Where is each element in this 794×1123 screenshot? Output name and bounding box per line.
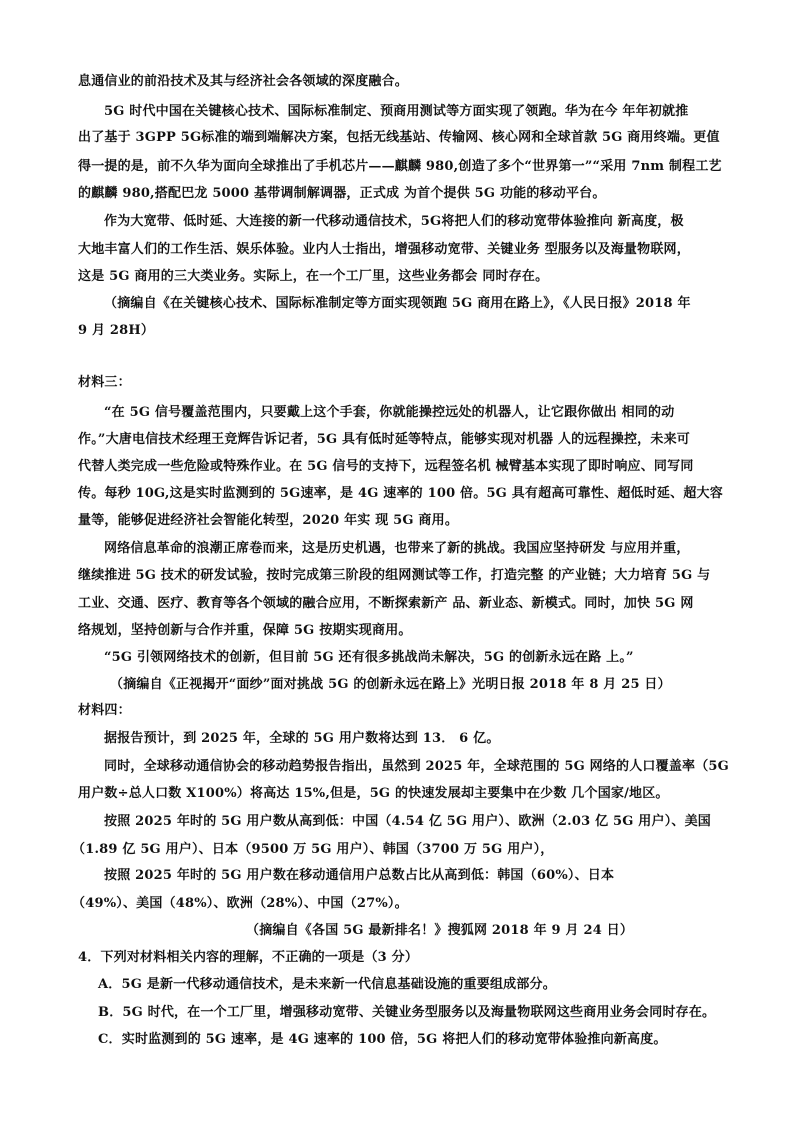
paragraph-line: 5G 时代中国在关键核心技术、国际标准制定、预商用测试等方面实现了领跑。华为在今 年年初就推 — [104, 104, 689, 119]
paragraph-line: 用户数÷总人口数 X100%）将高达 15%,但是，5G 的快速发展却主要集中在少数 几个国家/地区。 — [78, 786, 669, 801]
paragraph-line: 出了基于 3GPP 5G标准的端到端解决方案，包括无线基站、传输网、核心网和全球首款 5G 商用终端。更值 — [78, 130, 720, 145]
source-citation: 9 月 28H） — [78, 323, 155, 338]
paragraph-line: 网络信息革命的浪潮正席卷而来，这是历史机遇，也带来了新的挑战。我国应坚持研发 与应用并重， — [104, 541, 690, 556]
paragraph-line: 作为大宽带、低时延、大连接的新一代移动通信技术，5G将把人们的移动宽带体验推向 新高度，极 — [104, 214, 684, 229]
question-stem: 4．下列对材料相关内容的理解，不正确的一项是（3 分） — [78, 950, 419, 965]
paragraph-line: 同时，全球移动通信协会的移动趋势报告指出，虽然到 2025 年，全球范围的 5G 网络的人口覆盖率（5G — [104, 759, 729, 774]
section-heading: 材料四： — [78, 703, 131, 718]
paragraph-line: 继续推进 5G 技术的研发试验，按时完成第三阶段的组网测试等工作，打造完整 的产业链；大力培育 5G 与 — [78, 568, 711, 583]
paragraph-line: 工业、交通、医疗、教育等各个领域的融合应用，不断探索新产 品、新业态、新模式。同时，加快 5G 网 — [78, 596, 694, 611]
paragraph-line: “5G 引领网络技术的创新，但目前 5G 还有很多挑战尚未解决，5G 的创新永远在路 上。” — [104, 650, 634, 665]
paragraph-line: （1.89 亿 5G 用户）、日本（9500 万 5G 用户）、韩国（3700 万 5G 用户）， — [72, 842, 554, 857]
paragraph-line: 得一提的是，前不久华为面向全球推出了手机芯片——麒麟 980,创造了多个“世界第一”“采用 7nm 制程工艺 — [78, 159, 722, 174]
answer-option-a: A．5G 是新一代移动通信技术，是未来新一代信息基础设施的重要组成部分。 — [98, 977, 556, 992]
source-citation: （摘编自《在关键核心技术、国际标准制定等方面实现领跑 5G 商用在路上》，《人民日报》2018 年 — [104, 296, 691, 311]
paragraph-line: 量等，能够促进经济社会智能化转型，2020 年实 现 5G 商用。 — [78, 513, 459, 528]
answer-option-c: C．实时监测到的 5G 速率，是 4G 速率的 100 倍，5G 将把人们的移动宽带体验推向新高度。 — [98, 1032, 667, 1047]
source-citation: （摘编自《正视揭开“面纱”面对挑战 5G 的创新永远在路上》光明日报 2018 年 8 月 25 日） — [110, 677, 671, 692]
paragraph-line: 作。”大唐电信技术经理王竞辉告诉记者，5G 具有低时延等特点，能够实现对机器 人的远程操控，未来可 — [78, 432, 690, 447]
paragraph-line: 代替人类完成一些危险或特殊作业。在 5G 信号的支持下，远程签名机 械臂基本实现了即时响应、同写同 — [78, 459, 694, 474]
answer-option-b: B．5G 时代，在一个工厂里，增强移动宽带、关键业务型服务以及海量物联网这些商用业务会同时存在。 — [98, 1005, 716, 1020]
paragraph-line: 按照 2025 年时的 5G 用户数在移动通信用户总数占比从高到低：韩国（60%）、日本 — [104, 868, 615, 883]
source-citation: （摘编自《各国 5G 最新排名！》搜狐网 2018 年 9 月 24 日） — [246, 923, 634, 938]
paragraph-line: 络规划，坚持创新与合作并重，保障 5G 按期实现商用。 — [78, 623, 412, 638]
paragraph-line: 的麒麟 980,搭配巴龙 5000 基带调制解调器，正式成 为首个提供 5G 功能的移动平台。 — [78, 186, 606, 201]
paragraph-line: （49%）、美国（48%）、欧洲（28%）、中国（27%）。 — [72, 896, 408, 911]
paragraph-line: 传。每秒 10G,这是实时监测到的 5G速率，是 4G 速率的 100 倍。5G 具有超高可靠性、超低时延、超大容 — [78, 486, 723, 501]
paragraph-line: 息通信业的前沿技术及其与经济社会各领域的深度融合。 — [78, 74, 409, 89]
section-heading: 材料三： — [78, 375, 131, 390]
paragraph-line: 这是 5G 商用的三大类业务。实际上，在一个工厂里，这些业务都会 同时存在。 — [78, 269, 549, 284]
paragraph-line: 大地丰富人们的工作生活、娱乐体验。业内人士指出，增强移动宽带、关键业务 型服务以及海量物联网， — [78, 242, 690, 257]
paragraph-line: “在 5G 信号覆盖范围内，只要戴上这个手套，你就能操控远处的机器人，让它跟你做出 相同的动 — [104, 405, 675, 420]
paragraph-line: 据报告预计，到 2025 年，全球的 5G 用户数将达到 13． 6 亿。 — [104, 731, 500, 746]
paragraph-line: 按照 2025 年时的 5G 用户数从高到低：中国（4.54 亿 5G 用户）、欧洲（2.03 亿 5G 用户）、美国 — [104, 814, 712, 829]
